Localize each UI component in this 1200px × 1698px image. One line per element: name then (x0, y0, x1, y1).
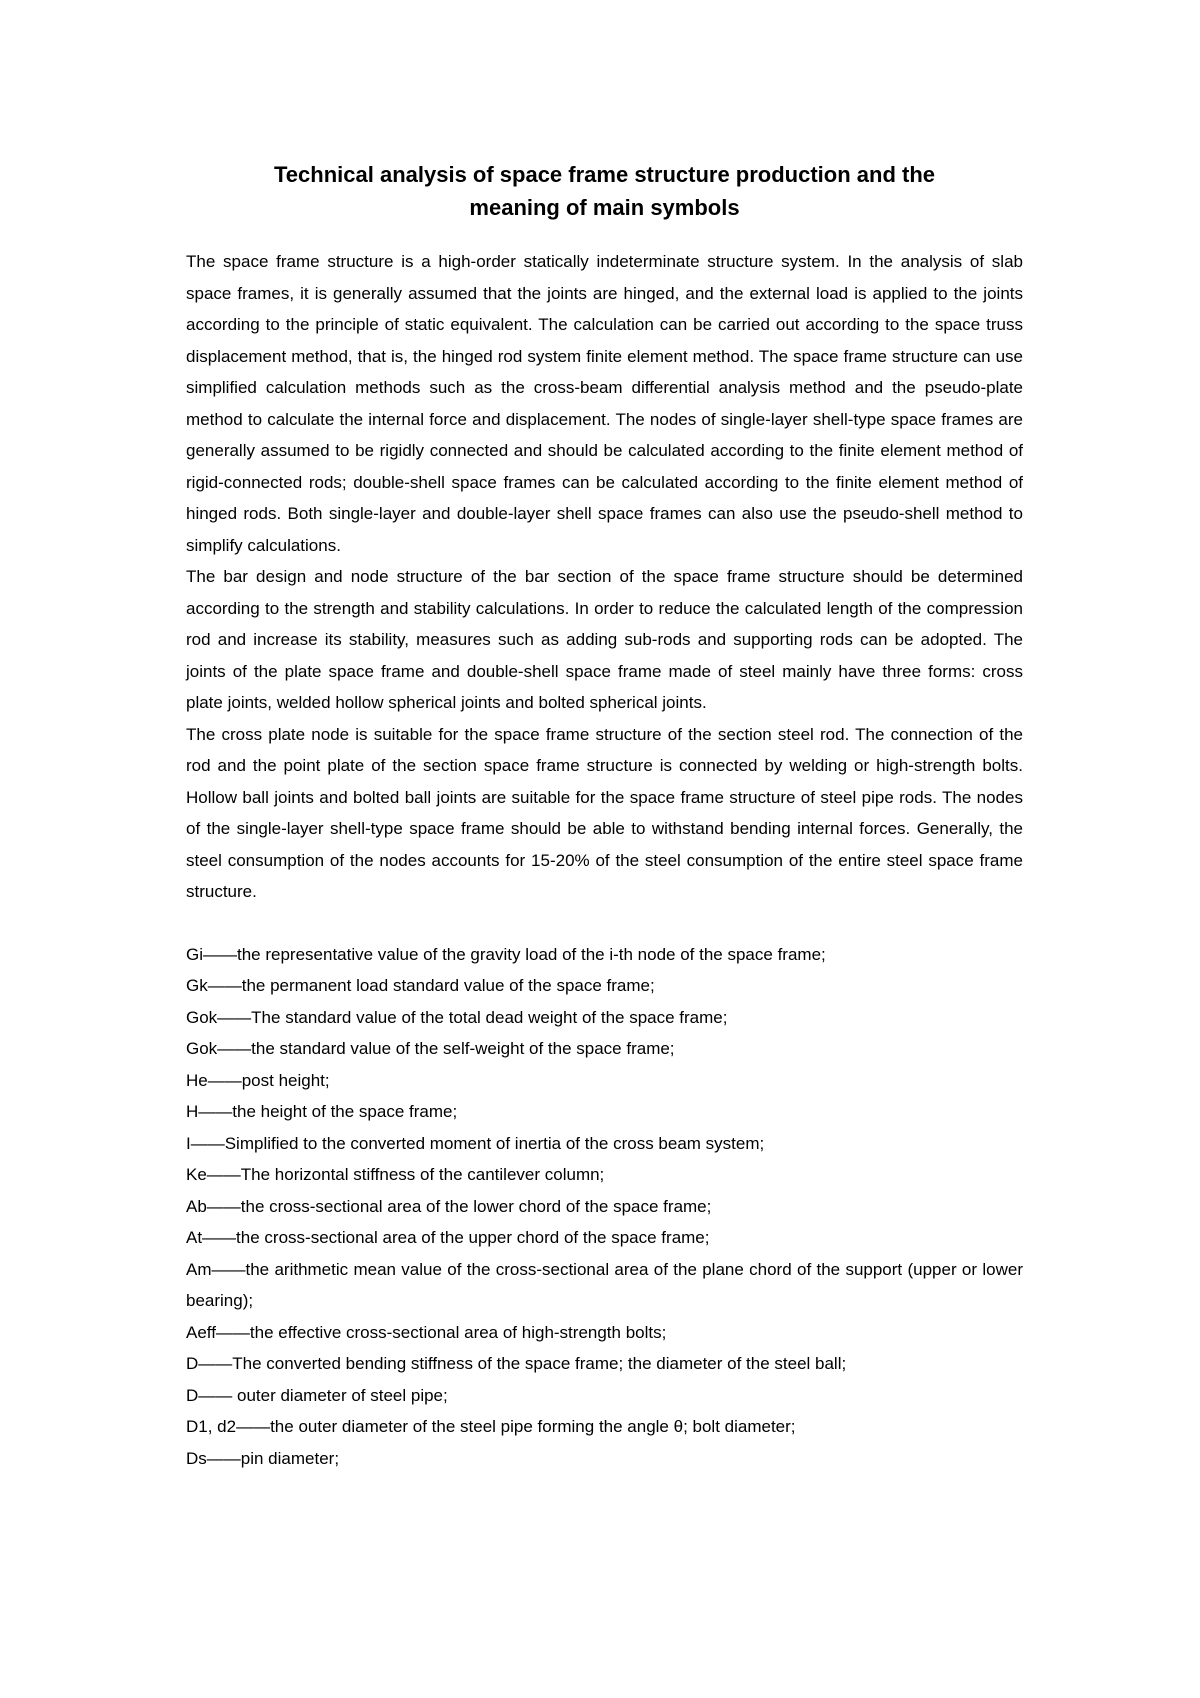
symbol-item: D—— outer diameter of steel pipe; (186, 1385, 448, 1405)
symbol-item: Aeff——the effective cross-sectional area of high-strength bolts; (186, 1322, 667, 1342)
symbol-item: Ke——The horizontal stiffness of the cantilever column; (186, 1165, 605, 1184)
symbol-item: D——The converted bending stiffness of the space frame; the diameter of the steel ball; (186, 1354, 847, 1373)
symbol-list (186, 939, 1023, 1475)
title-line-2: meaning of main symbols (469, 195, 740, 220)
symbol-item: D1, d2——the outer diameter of the steel pipe forming the angle θ; bolt diameter; (186, 1417, 796, 1436)
symbol-item: Gk——the permanent load standard value of the space frame; (186, 976, 655, 995)
symbol-item: Gi——the representative value of the gravity load of the i-th node of the space frame; (186, 944, 826, 964)
title-line-1: Technical analysis of space frame structure production and the (274, 162, 935, 187)
paragraph-1: The space frame structure is a high-order statically indeterminate structure system. In the analysis of slab space frames, it is generally assumed that the joints are hinged, and the external load is applied to the joints according to the principle of static equivalent. The calculation can be carried out according to the space truss displacement method, that is, the hinged rod system finite element method. The space frame structure can use simplified calculation methods such as the cross-beam differential analysis method and the pseudo-plate method to calculate the internal force and displacement. The nodes of single-layer shell-type space frames are generally assumed to be rigidly connected and should be calculated according to the finite element method of rigid-connected rods; double-shell space frames can be calculated according to the finite element method of hinged rods. Both single-layer and double-layer shell space frames can also use the pseudo-shell method to simplify calculations. (186, 252, 1023, 555)
symbol-item: Ds——pin diameter; (186, 1448, 340, 1468)
document-page (186, 158, 1023, 1474)
paragraph-3: The cross plate node is suitable for the space frame structure of the section steel rod. The connection of the rod and the point plate of the section space frame structure is connected by welding or high-strength bolts. Hollow ball joints and bolted ball joints are suitable for the space frame structure of steel pipe rods. The nodes of the single-layer shell-type space frame should be able to withstand bending internal forces. Generally, the steel consumption of the nodes accounts for 15-20% of the steel consumption of the entire steel space frame structure. (186, 724, 1023, 901)
symbol-item: I——Simplified to the converted moment of inertia of the cross beam system; (186, 1133, 765, 1153)
document-title (186, 158, 1023, 224)
body-text (186, 246, 1023, 908)
symbol-item: He——post height; (186, 1070, 330, 1090)
symbol-item: Gok——The standard value of the total dead weight of the space frame; (186, 1007, 728, 1027)
symbol-item: Ab——the cross-sectional area of the lower chord of the space frame; (186, 1196, 712, 1216)
section-spacer (186, 908, 1023, 939)
symbol-item: Gok——the standard value of the self-weight of the space frame; (186, 1039, 675, 1058)
symbol-item: At——the cross-sectional area of the upper chord of the space frame; (186, 1228, 710, 1247)
paragraph-2: The bar design and node structure of the bar section of the space frame structure should be determined according to the strength and stability calculations. In order to reduce the calculated length of the compression rod and increase its stability, measures such as adding sub-rods and supporting rods can be adopted. The joints of the plate space frame and double-shell space frame made of steel mainly have three forms: cross plate joints, welded hollow spherical joints and bolted spherical joints. (186, 567, 1023, 712)
symbol-item: Am——the arithmetic mean value of the cross-sectional area of the plane chord of the support (upper or lower bearing); (186, 1259, 1023, 1310)
symbol-item: H——the height of the space frame; (186, 1102, 458, 1121)
